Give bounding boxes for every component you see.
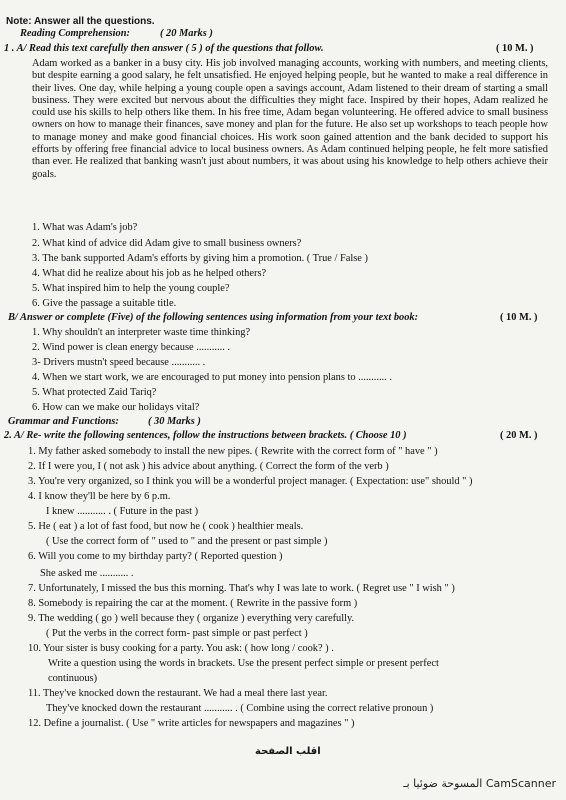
section-reading-marks: ( 20 Marks ) [160, 28, 213, 39]
q1a-question-3: 3. The bank supported Adam's efforts by giving him a promotion. ( True / False ) [32, 253, 368, 264]
q2a-line-12: 12. Define a journalist. ( Use " write articles for newspapers and magazines " ) [28, 718, 355, 729]
q2a-line-1: 1. My father asked somebody to install the new pipes. ( Rewrite with the correct form of " have " ) [28, 446, 438, 457]
q2a-line-5-instruction: ( Use the correct form of " used to " and the present or past simple ) [46, 536, 328, 547]
q1a-question-6: 6. Give the passage a suitable title. [32, 298, 177, 309]
q2a-line-7: 7. Unfortunately, I missed the bus this morning. That's why I was late to work. ( Regret use " I wish " ) [28, 583, 455, 594]
q1a-question-1: 1. What was Adam's job? [32, 222, 138, 233]
q2a-line-6-answer: She asked me ........... . [40, 568, 134, 579]
q2a-line-11-answer: They've knocked down the restaurant ........... . ( Combine using the correct relative pronoun ) [46, 703, 434, 714]
q1b-item-4: 4. When we start work, we are encouraged to put money into pension plans to ........... . [32, 372, 392, 383]
q1b-marks: ( 10 M. ) [500, 312, 538, 323]
q2a-line-10-instruction: Write a question using the words in brackets. Use the present perfect simple or present perfect [48, 658, 439, 669]
q2a-line-5: 5. He ( eat ) a lot of fast food, but now he ( cook ) healthier meals. [28, 521, 304, 532]
note-line: Note: Answer all the questions. [6, 16, 155, 27]
q2a-line-9-instruction: ( Put the verbs in the correct form- past simple or past perfect ) [46, 628, 308, 639]
q2a-line-3: 3. You're very organized, so I think you will be a wonderful project manager. ( Expectation: use" should " ) [28, 476, 473, 487]
section-reading-title: Reading Comprehension: [20, 28, 130, 39]
q1b-item-2: 2. Wind power is clean energy because ........... . [32, 342, 231, 353]
q1b-item-6: 6. How can we make our holidays vital? [32, 402, 200, 413]
q2a-line-10-instruction-cont: continuous) [48, 673, 98, 684]
q1b-item-5: 5. What protected Zaid Tariq? [32, 387, 157, 398]
q2a-line-4-answer: I knew ........... . ( Future in the past ) [46, 506, 199, 517]
camscanner-watermark: المسوحة ضوئيا بـ CamScanner [403, 777, 556, 790]
turn-page-note: اقلب الصفحة [255, 746, 321, 757]
q1a-title: 1 . A/ Read this text carefully then answer ( 5 ) of the questions that follow. [4, 43, 324, 54]
q1a-question-4: 4. What did he realize about his job as he helped others? [32, 268, 267, 279]
q2a-line-10: 10. Your sister is busy cooking for a party. You ask: ( how long / cook? ) . [28, 643, 334, 654]
q2a-title: 2. A/ Re- write the following sentences, follow the instructions between brackets. ( Choose 10 ) [4, 430, 407, 441]
q2a-line-9: 9. The wedding ( go ) well because they ( organize ) everything very carefully. [28, 613, 355, 624]
grammar-title: Grammar and Functions: [8, 416, 119, 427]
reading-passage: Adam worked as a banker in a busy city. His job involved managing accounts, working with numbers, and meeting clients, but despite earning a good salary, he felt unsatisfied. He enjoyed helping people, but he wanted to make a real difference in their lives. One day, while helping a young couple open a savings account, Adam listened to their dream of starting a small business. They were excited but nervous about the difficulties they might face. Inspired by their hopes, Adam realized he could use his skills to help others like them. In his free time, Adam began volunteering. He offered advice to small business owners on how to manage their finances, save money and plan for the future. He also set up workshops to teach people how to manage money and make good financial choices. His work soon gained attention and the bank decided to support his efforts by offering free financial advice to local business owners. As Adam continued helping people, he felt more satisfied than ever. He realized that banking wasn't just about numbers, it was about using his knowledge to help others achieve their goals. [32, 58, 548, 180]
q2a-marks: ( 20 M. ) [500, 430, 538, 441]
q2a-line-4: 4. I know they'll be here by 6 p.m. [28, 491, 171, 502]
q1b-item-3: 3- Drivers mustn't speed because ........... . [32, 357, 206, 368]
q1b-title: B/ Answer or complete (Five) of the following sentences using information from your text book: [8, 312, 419, 323]
grammar-marks: ( 30 Marks ) [148, 416, 201, 427]
q2a-line-11: 11. They've knocked down the restaurant. We had a meal there last year. [28, 688, 328, 699]
q1a-marks: ( 10 M. ) [496, 43, 534, 54]
q2a-line-2: 2. If I were you, I ( not ask ) his advice about anything. ( Correct the form of the verb ) [28, 461, 389, 472]
q1a-question-5: 5. What inspired him to help the young couple? [32, 283, 230, 294]
q1a-question-2: 2. What kind of advice did Adam give to small business owners? [32, 238, 302, 249]
q1b-item-1: 1. Why shouldn't an interpreter waste time thinking? [32, 327, 251, 338]
q2a-line-8: 8. Somebody is repairing the car at the moment. ( Rewrite in the passive form ) [28, 598, 358, 609]
q2a-line-6: 6. Will you come to my birthday party? ( Reported question ) [28, 551, 283, 562]
